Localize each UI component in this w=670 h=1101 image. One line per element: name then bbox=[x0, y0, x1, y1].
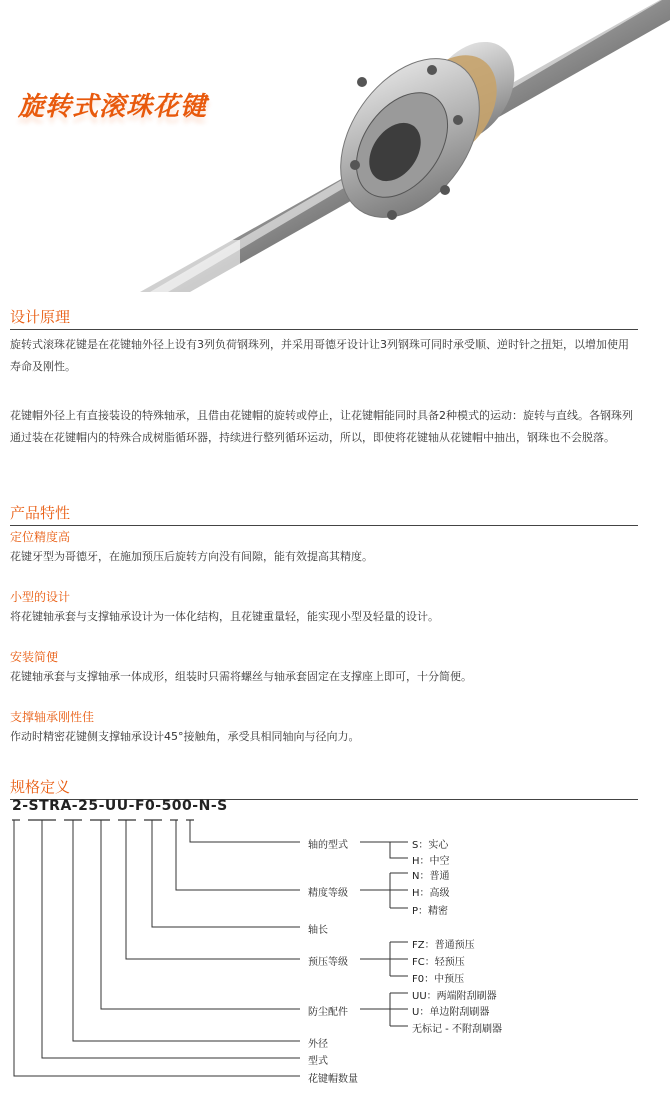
feature-title: 安装简便 bbox=[10, 650, 59, 664]
feature-text: 花键轴承套与支撑轴承一体成形，组装时只需将螺丝与轴承套固定在支撑座上即可，十分简便。 bbox=[10, 670, 472, 683]
design-paragraph-1: 旋转式滚珠花键是在花键轴外径上设有3列负荷钢珠列，并采用哥德牙设计让3列钢珠可同时承受顺、逆时针之扭矩，以增加使用寿命及刚性。 bbox=[10, 338, 629, 373]
ball-spline-product-image bbox=[0, 0, 670, 292]
option-shaft: S：实心 bbox=[412, 840, 449, 851]
section-header-spec bbox=[10, 776, 638, 800]
feature-text: 花键牙型为哥德牙，在施加预压后旋转方向没有间隙，能有效提高其精度。 bbox=[10, 550, 373, 563]
label-length: 轴长 bbox=[308, 925, 328, 936]
option-dust: UU：两端附刮刷器 bbox=[412, 991, 497, 1002]
feature-title: 小型的设计 bbox=[10, 590, 71, 604]
option-precision: N：普通 bbox=[412, 871, 450, 882]
label-model: 型式 bbox=[308, 1056, 328, 1067]
design-paragraph-2: 花键帽外径上有直接装设的特殊轴承，且借由花键帽的旋转或停止，让花键帽能同时具备2种模式的运动：旋转与直线。各钢珠列通过装在花键帽内的特殊合成树脂循环器，持续进行整列循环运动，所以，即使将花键轴从花键帽中抽出，钢珠也不会脱落。 bbox=[10, 409, 633, 444]
hero-title: 旋转式滚珠花键 bbox=[18, 92, 208, 122]
option-dust: 无标记 - 不附刮刷器 bbox=[412, 1024, 502, 1035]
label-outer: 外径 bbox=[308, 1039, 328, 1050]
label-preload: 预压等级 bbox=[308, 957, 348, 968]
section-header-features bbox=[10, 502, 638, 526]
section-title-features: 产品特性 bbox=[10, 504, 71, 522]
hero-banner bbox=[0, 0, 670, 292]
option-preload: FZ：普通预压 bbox=[412, 940, 475, 951]
label-precision: 精度等级 bbox=[308, 888, 348, 899]
feature-title: 定位精度高 bbox=[10, 530, 71, 544]
section-title-spec: 规格定义 bbox=[10, 778, 71, 796]
option-precision: H：高级 bbox=[412, 888, 450, 899]
section-header-design bbox=[10, 306, 638, 330]
option-shaft: H：中空 bbox=[412, 856, 450, 867]
label-count: 花键帽数量 bbox=[308, 1074, 358, 1085]
model-code: 2-STRA-25-UU-F0-500-N-S bbox=[12, 798, 228, 814]
option-precision: P：精密 bbox=[412, 906, 449, 917]
feature-text: 将花键轴承套与支撑轴承设计为一体化结构，且花键重量轻，能实现小型及轻量的设计。 bbox=[10, 610, 439, 623]
option-preload: FC：轻预压 bbox=[412, 957, 465, 968]
option-dust: U：单边附刮刷器 bbox=[412, 1007, 490, 1018]
section-title-design: 设计原理 bbox=[10, 308, 71, 326]
feature-title: 支撑轴承刚性佳 bbox=[10, 710, 95, 724]
label-shaft-type: 轴的型式 bbox=[308, 840, 348, 851]
feature-text: 作动时精密花键侧支撑轴承设计45°接触角，承受具相同轴向与径向力。 bbox=[10, 730, 360, 743]
label-dust: 防尘配件 bbox=[308, 1007, 348, 1018]
option-preload: F0：中预压 bbox=[412, 974, 465, 985]
